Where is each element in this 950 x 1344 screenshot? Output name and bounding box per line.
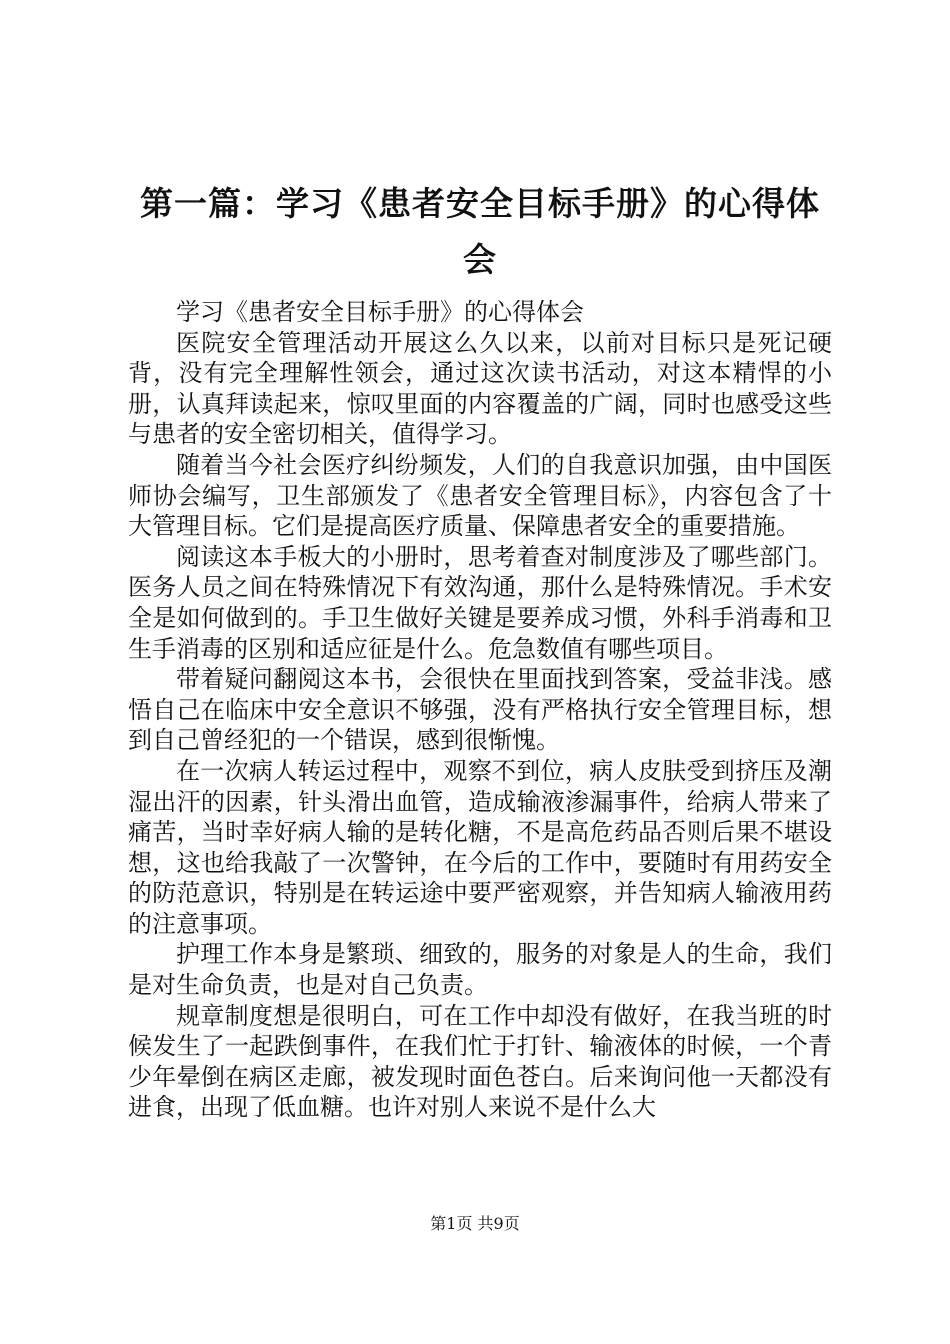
paragraph-2: 随着当今社会医疗纠纷频发，人们的自我意识加强，由中国医师协会编写，卫生部颁发了《患者安全管理目标》，内容包含了十大管理目标。它们是提高医疗质量、保障患者安全的重要措施。 <box>128 450 832 541</box>
paragraph-3: 阅读这本手板大的小册时，思考着查对制度涉及了哪些部门。医务人员之间在特殊情况下有效沟通，那什么是特殊情况。手术安全是如何做到的。手卫生做好关键是要养成习惯，外科手消毒和卫生手消毒的区别和适应征是什么。危急数值有哪些项目。 <box>128 542 832 663</box>
paragraph-1: 医院安全管理活动开展这么久以来，以前对目标只是死记硬背，没有完全理解性领会，通过这次读书活动，对这本精悍的小册，认真拜读起来，惊叹里面的内容覆盖的广阔，同时也感受这些与患者的安全密切相关，值得学习。 <box>128 328 832 449</box>
paragraph-4: 带着疑问翻阅这本书，会很快在里面找到答案，受益非浅。感悟自己在临床中安全意识不够强，没有严格执行安全管理目标，想到自己曾经犯的一个错误，感到很惭愧。 <box>128 665 832 755</box>
paragraph-subtitle: 学习《患者安全目标手册》的心得体会 <box>176 298 584 326</box>
document-title: 第一篇：学习《患者安全目标手册》的心得体会 <box>140 184 820 279</box>
paragraph-6: 护理工作本身是繁琐、细致的，服务的对象是人的生命，我们是对生命负责，也是对自己负责。 <box>128 940 832 1000</box>
page-number-footer: 第1页 共9页 <box>430 1214 520 1233</box>
paragraph-5: 在一次病人转运过程中，观察不到位，病人皮肤受到挤压及潮湿出汗的因素，针头滑出血管，造成输液渗漏事件，给病人带来了痛苦，当时幸好病人输的是转化糖，不是高危药品否则后果不堪设想，这也给我敲了一次警钟，在今后的工作中，要随时有用药安全的防范意识，特别是在转运途中要严密观察，并告知病人输液用药的注意事项。 <box>128 756 832 938</box>
document-body <box>128 297 832 1123</box>
paragraph-7: 规章制度想是很明白，可在工作中却没有做好，在我当班的时候发生了一起跌倒事件，在我们忙于打针、输液体的时候，一个青少年晕倒在病区走廊，被发现时面色苍白。后来询问他一天都没有进食，出现了低血糖。也许对别人来说不是什么大 <box>128 1001 832 1122</box>
